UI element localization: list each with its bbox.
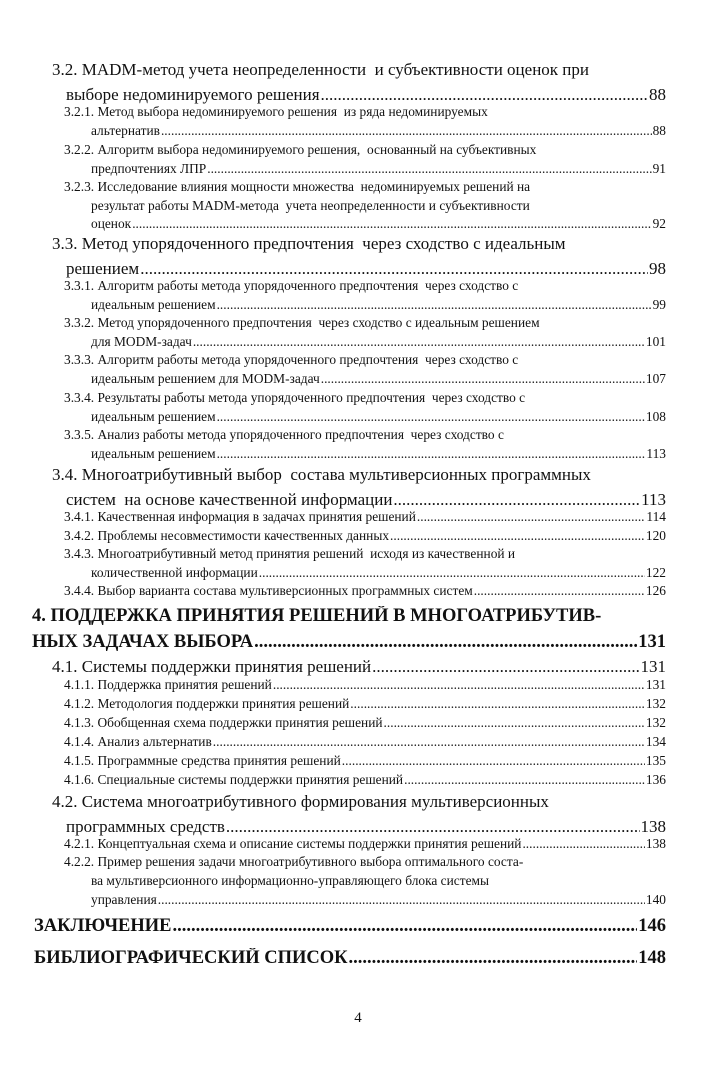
toc-line — [64, 583, 666, 599]
toc-line — [52, 465, 666, 485]
toc-leader-dots — [393, 490, 640, 510]
toc-line — [34, 948, 666, 969]
toc-title-text: идеальным решением — [91, 446, 216, 461]
toc-leader-dots — [140, 259, 648, 279]
toc-leader-dots — [161, 123, 652, 139]
toc-leader-dots — [254, 632, 637, 653]
toc-leader-dots — [522, 836, 644, 852]
toc-line — [64, 696, 666, 712]
toc-leader-dots — [217, 446, 646, 462]
toc-title-text: ва мультиверсионного информационно-управляющего блока системы — [91, 873, 489, 888]
toc-title-text: программных средств — [66, 817, 225, 836]
toc-line — [64, 854, 666, 870]
toc-title-text: 4.1. Системы поддержки принятия решений — [52, 657, 372, 676]
toc-leader-dots — [404, 772, 645, 788]
toc-title-text: результат работы MADM-метода учета неопределенности и субъективности — [91, 198, 530, 213]
toc-page-number: 131 — [640, 657, 666, 676]
toc-title-text: ЗАКЛЮЧЕНИЕ — [34, 916, 172, 936]
toc-line — [64, 278, 666, 294]
toc-line — [64, 104, 666, 120]
toc-page-number: 138 — [645, 836, 666, 851]
toc-line — [64, 677, 666, 693]
toc-page-number: 134 — [645, 734, 666, 749]
toc-leader-dots — [213, 734, 645, 750]
toc-leader-dots — [173, 916, 638, 937]
toc-title-text: идеальным решением — [91, 297, 216, 312]
toc-leader-dots — [384, 715, 645, 731]
toc-line — [64, 836, 666, 852]
toc-title-text: идеальным решением для MODM-задач — [91, 371, 320, 386]
toc-page-number: 92 — [652, 216, 666, 231]
toc-line — [32, 632, 666, 653]
toc-leader-dots — [217, 297, 652, 313]
toc-page-number: 138 — [640, 817, 666, 836]
toc-title-text: идеальным решением — [91, 409, 216, 424]
toc-title-text: 3.4.4. Выбор варианта состава мультиверсионных программных систем — [64, 583, 473, 598]
toc-title-text: 4.2. Система многоатрибутивного формирования мультиверсионных — [52, 792, 549, 811]
toc-leader-dots — [158, 892, 645, 908]
toc-title-text: 4.2.1. Концептуальная схема и описание системы поддержки принятия решений — [64, 836, 522, 851]
toc-title-text: 4.1.2. Методология поддержки принятия решений — [64, 696, 350, 711]
toc-line — [52, 60, 666, 80]
toc-line — [64, 427, 666, 443]
toc-page-number: 132 — [645, 715, 666, 730]
toc-line — [34, 916, 666, 937]
toc-title-text: для MODM-задач — [91, 334, 192, 349]
toc-title-text: 4.1.3. Обобщенная схема поддержки принятия решений — [64, 715, 383, 730]
toc-leader-dots — [207, 161, 651, 177]
toc-line — [91, 161, 666, 177]
toc-line — [66, 817, 666, 837]
toc-page-number: 101 — [645, 334, 666, 349]
toc-line — [64, 753, 666, 769]
toc-title-text: 3.2.2. Алгоритм выбора недоминируемого решения, основанный на субъективных — [64, 142, 537, 157]
toc-line — [64, 142, 666, 158]
toc-page-number: 132 — [645, 696, 666, 711]
toc-page-number: 131 — [638, 632, 666, 652]
toc-line — [91, 123, 666, 139]
toc-page-number: 88 — [652, 123, 666, 138]
toc-title-text: НЫХ ЗАДАЧАХ ВЫБОРА — [32, 632, 254, 652]
toc-line — [64, 734, 666, 750]
toc-title-text: 4. ПОДДЕРЖКА ПРИНЯТИЯ РЕШЕНИЙ В МНОГОАТРИБУТИВ- — [32, 606, 602, 626]
toc-title-text: 3.3.3. Алгоритм работы метода упорядоченного предпочтения через сходство с — [64, 352, 519, 367]
toc-page-number: 113 — [646, 446, 666, 461]
toc-line — [64, 546, 666, 562]
toc-title-text: 3.2.3. Исследование влияния мощности множества недоминируемых решений на — [64, 179, 531, 194]
toc-line — [64, 528, 666, 544]
toc-page-number: 98 — [649, 259, 666, 278]
toc-title-text: альтернатив — [91, 123, 160, 138]
toc-title-text: 3.4.1. Качественная информация в задачах принятия решений — [64, 509, 416, 524]
toc-leader-dots — [390, 528, 645, 544]
toc-line — [91, 409, 666, 425]
toc-page-number: 120 — [645, 528, 666, 543]
toc-title-text: 3.3.5. Анализ работы метода упорядоченного предпочтения через сходство с — [64, 427, 504, 442]
toc-line — [66, 259, 666, 279]
toc-title-text: 4.2.2. Пример решения задачи многоатрибутивного выбора оптимального соста- — [64, 854, 524, 869]
toc-page-number: 136 — [645, 772, 666, 787]
toc-title-text: 3.4. Многоатрибутивный выбор состава мультиверсионных программных — [52, 465, 591, 484]
toc-line — [91, 297, 666, 313]
toc-page-number: 107 — [645, 371, 666, 386]
toc-line — [64, 772, 666, 788]
toc-title-text: выборе недоминируемого решения — [66, 85, 320, 104]
toc-leader-dots — [321, 85, 648, 105]
toc-line — [66, 85, 666, 105]
toc-page-number: 140 — [645, 892, 666, 907]
toc-leader-dots — [217, 409, 645, 425]
toc-title-text: количественной информации — [91, 565, 258, 580]
toc-title-text: оценок — [91, 216, 132, 231]
toc-line — [91, 565, 666, 581]
toc-line — [52, 234, 666, 254]
toc-title-text: решением — [66, 259, 140, 278]
toc-line — [64, 715, 666, 731]
toc-page-number: 135 — [645, 753, 666, 768]
toc-title-text: 3.2. MADM-метод учета неопределенности и субъективности оценок при — [52, 60, 590, 79]
toc-title-text: управления — [91, 892, 157, 907]
toc-title-text: 3.3.2. Метод упорядоченного предпочтения через сходство с идеальным решением — [64, 315, 540, 330]
toc-title-text: 3.4.3. Многоатрибутивный метод принятия решений исходя из качественной и — [64, 546, 516, 561]
toc-leader-dots — [321, 371, 645, 387]
toc-title-text: 3.2.1. Метод выбора недоминируемого решения из ряда недоминируемых — [64, 104, 488, 119]
toc-line — [52, 657, 666, 677]
toc-page-number: 131 — [645, 677, 666, 692]
toc-page-number: 113 — [641, 490, 666, 509]
toc-leader-dots — [350, 696, 645, 712]
toc-line — [91, 216, 666, 232]
toc-line — [64, 315, 666, 331]
toc-line — [91, 446, 666, 462]
toc-page-number: 126 — [645, 583, 666, 598]
toc-title-text: предпочтениях ЛПР — [91, 161, 207, 176]
toc-title-text: систем на основе качественной информации — [66, 490, 393, 509]
toc-line — [91, 371, 666, 387]
toc-page-number: 146 — [638, 916, 666, 936]
toc-line — [66, 490, 666, 510]
toc-leader-dots — [259, 565, 645, 581]
toc-line — [91, 892, 666, 908]
toc-page-number: 114 — [646, 509, 666, 524]
toc-page-number: 99 — [652, 297, 666, 312]
toc-page-number: 91 — [652, 161, 666, 176]
toc-line — [64, 352, 666, 368]
toc-page-number: 108 — [645, 409, 666, 424]
toc-leader-dots — [342, 753, 645, 769]
toc-leader-dots — [226, 817, 640, 837]
toc-title-text: 4.1.5. Программные средства принятия решений — [64, 753, 341, 768]
toc-page-number: 88 — [649, 85, 666, 104]
toc-line — [52, 792, 666, 812]
toc-title-text: 3.3. Метод упорядоченного предпочтения через сходство с идеальным — [52, 234, 566, 253]
toc-leader-dots — [474, 583, 645, 599]
toc-line — [64, 509, 666, 525]
toc-title-text: 4.1.6. Специальные системы поддержки принятия решений — [64, 772, 404, 787]
toc-line — [91, 198, 666, 214]
toc-line — [32, 606, 666, 627]
toc-line — [91, 334, 666, 350]
toc-line — [64, 179, 666, 195]
toc-leader-dots — [417, 509, 646, 525]
toc-page-number: 148 — [638, 948, 666, 968]
toc-page-number: 122 — [645, 565, 666, 580]
page-number: 4 — [354, 1010, 362, 1026]
toc-title-text: 4.1.4. Анализ альтернатив — [64, 734, 212, 749]
toc-line — [64, 390, 666, 406]
toc-leader-dots — [372, 657, 639, 677]
toc-title-text: 3.3.4. Результаты работы метода упорядоченного предпочтения через сходство с — [64, 390, 526, 405]
toc-line — [91, 873, 666, 889]
toc-leader-dots — [349, 948, 638, 969]
toc-leader-dots — [132, 216, 651, 232]
toc-title-text: БИБЛИОГРАФИЧЕСКИЙ СПИСОК — [34, 948, 348, 968]
toc-title-text: 3.3.1. Алгоритм работы метода упорядоченного предпочтения через сходство с — [64, 278, 519, 293]
toc-leader-dots — [273, 677, 645, 693]
toc-leader-dots — [193, 334, 645, 350]
toc-title-text: 4.1.1. Поддержка принятия решений — [64, 677, 272, 692]
toc-title-text: 3.4.2. Проблемы несовместимости качественных данных — [64, 528, 390, 543]
